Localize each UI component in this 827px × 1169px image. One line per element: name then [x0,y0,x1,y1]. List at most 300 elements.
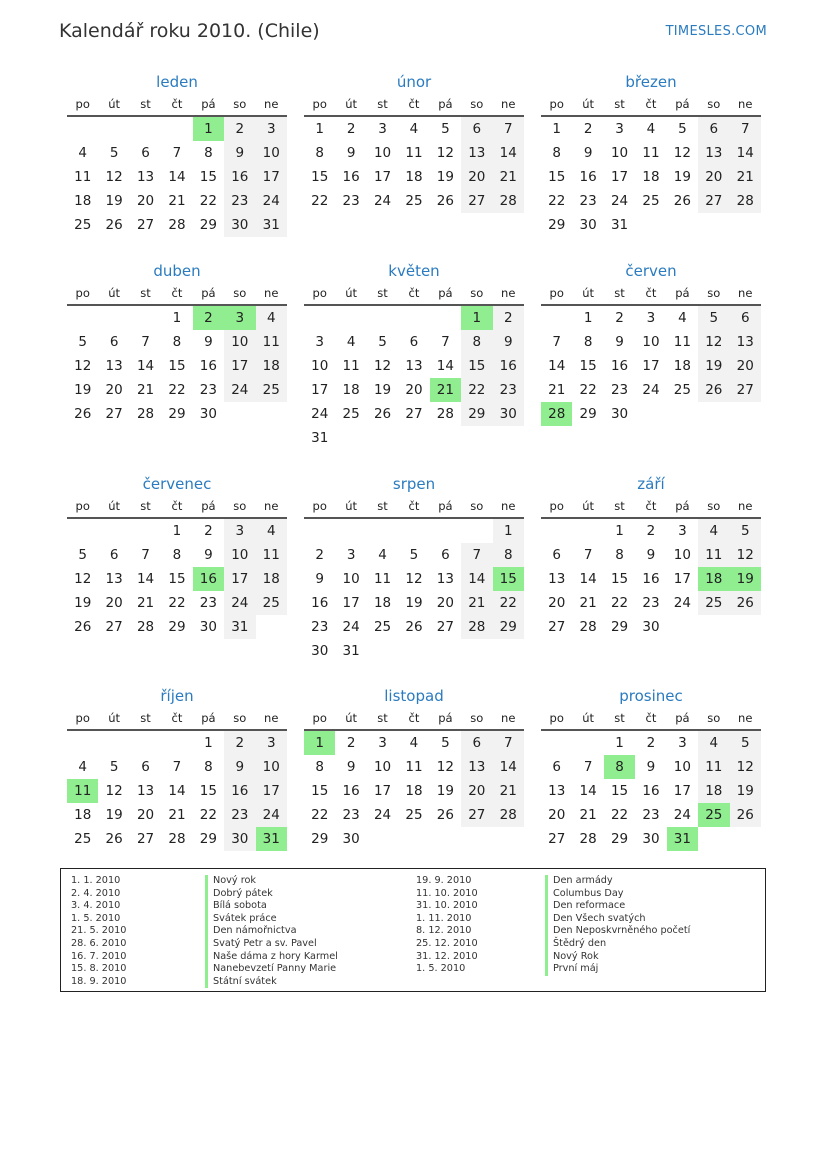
day-cell: 17 [224,354,255,378]
day-cell: 31 [610,217,629,233]
day-cell: 11 [342,358,360,374]
day-cell: 27 [461,803,492,827]
day-cell: 14 [579,571,597,587]
day-cell: 8 [172,547,182,563]
day-cell: 14 [548,358,566,374]
weekday-label: pá [201,711,216,725]
day-cell: 13 [436,571,454,587]
empty-cell [367,519,398,543]
day-cell: 4 [256,306,287,330]
weekday-label: čt [171,711,183,725]
day-cell: 17 [224,567,255,591]
month-name: únor [396,73,432,91]
day-cell: 4 [698,731,729,755]
day-cell: 14 [579,783,597,799]
day-cell: 6 [461,731,492,755]
weekday-label: ne [264,286,279,300]
day-cell: 4 [256,519,287,543]
weekday-label: ne [738,97,753,111]
day-cell: 11 [405,759,423,775]
day-cell: 7 [461,543,492,567]
day-cell: 24 [342,619,360,635]
day-cell: 10 [256,755,287,779]
day-cell: 25 [342,406,360,422]
month-name: květen [388,262,440,280]
holiday-day-cell: 28 [541,402,572,426]
weekday-label: so [470,499,484,513]
day-cell: 15 [311,169,329,185]
weekday-header [67,708,287,731]
day-cell: 28 [730,189,761,213]
day-cell: 6 [730,306,761,330]
day-cell: 11 [673,334,691,350]
day-cell: 29 [168,406,186,422]
day-cell: 25 [373,619,392,635]
day-cell: 29 [579,406,597,422]
day-cell: 30 [224,213,255,237]
month-3 [67,261,287,450]
legend-date: 1. 1. 2010 [71,875,121,886]
day-cell: 16 [342,169,360,185]
day-cell: 30 [224,827,255,851]
day-cell: 24 [673,807,691,823]
legend-holiday-name: Svátek práce [205,913,338,926]
day-cell: 20 [436,595,454,611]
day-cell: 12 [74,571,92,587]
day-cell: 21 [548,382,566,398]
day-cell: 25 [405,193,423,209]
legend-date: 1. 5. 2010 [416,963,466,975]
legend-holiday-name: První máj [545,963,690,976]
day-cell: 18 [74,193,92,209]
day-cell: 1 [583,310,593,326]
day-cell: 3 [346,547,356,563]
day-cell: 24 [373,193,392,209]
weekday-label: pá [675,499,690,513]
legend-date: 19. 9. 2010 [416,875,472,886]
day-cell: 2 [346,121,356,137]
day-cell: 14 [168,169,186,185]
day-cell: 27 [136,831,155,847]
legend-holiday-name: Den námořnictva [205,925,338,938]
weekday-label: pá [201,499,216,513]
day-cell: 23 [224,803,255,827]
day-cell: 8 [615,547,624,563]
day-cell: 9 [615,334,624,350]
day-cell: 24 [642,382,660,398]
legend-holiday-name: Columbus Day [545,888,690,901]
weekday-label: pá [675,286,690,300]
day-cell: 22 [548,193,566,209]
day-cell: 25 [405,807,423,823]
day-cell: 28 [436,406,454,422]
empty-cell [67,306,98,330]
weekday-label: ne [264,499,279,513]
weekday-label: pá [438,711,453,725]
legend-date: 15. 8. 2010 [71,963,127,975]
day-cell: 8 [172,334,182,350]
weekday-label: út [345,97,358,111]
day-cell: 28 [579,619,597,635]
day-cell: 19 [105,193,123,209]
day-cell: 6 [461,117,492,141]
holiday-legend [60,868,766,992]
day-cell: 5 [441,735,450,751]
day-cell: 8 [552,145,561,161]
day-cell: 5 [441,121,450,137]
weekday-label: čt [171,97,183,111]
day-cell: 24 [373,807,392,823]
day-cell: 5 [109,759,119,775]
day-cell: 14 [493,755,524,779]
weekday-label: ne [501,711,516,725]
page-title: Kalendář roku 2010. (Chile) [59,20,320,42]
day-cell: 29 [168,619,186,635]
day-cell: 20 [105,382,123,398]
day-cell: 25 [256,378,287,402]
holiday-day-cell: 31 [667,827,698,851]
day-cell: 26 [436,807,454,823]
weekday-header [304,283,524,306]
weekday-label: po [549,286,564,300]
day-cell: 22 [461,378,492,402]
day-cell: 20 [136,193,155,209]
legend-date: 8. 12. 2010 [416,925,472,937]
month-name: leden [156,73,198,91]
weekday-label: čt [645,286,657,300]
day-cell: 22 [610,595,629,611]
day-cell: 22 [168,595,186,611]
day-grid [67,519,287,639]
day-grid [304,519,524,663]
day-cell: 23 [199,595,217,611]
day-cell: 27 [730,378,761,402]
month-row [67,261,761,450]
month-7 [304,474,524,663]
day-cell: 18 [256,567,287,591]
day-cell: 26 [730,803,761,827]
day-cell: 30 [642,619,660,635]
empty-cell [130,731,161,755]
day-cell: 15 [199,169,217,185]
day-cell: 2 [346,735,356,751]
day-cell: 13 [461,141,492,165]
day-cell: 13 [548,571,566,587]
day-cell: 27 [136,217,155,233]
day-cell: 3 [378,121,387,137]
day-cell: 19 [74,595,92,611]
day-cell: 22 [610,807,629,823]
weekday-label: ne [501,97,516,111]
weekday-label: čt [408,499,420,513]
day-grid [541,117,761,237]
day-grid [67,731,287,851]
day-cell: 5 [78,334,87,350]
holiday-day-cell: 3 [224,306,255,330]
day-cell: 5 [109,145,119,161]
weekday-label: pá [201,97,216,111]
weekday-header [541,283,761,306]
day-cell: 6 [441,547,450,563]
empty-cell [304,306,335,330]
month-11 [541,686,761,851]
day-cell: 3 [256,731,287,755]
weekday-label: út [345,499,358,513]
day-cell: 9 [346,145,356,161]
day-cell: 2 [583,121,593,137]
holiday-day-cell: 1 [193,117,224,141]
day-grid [541,519,761,639]
day-grid [67,306,287,426]
day-grid [541,731,761,851]
empty-cell [130,519,161,543]
day-cell: 29 [548,217,566,233]
day-cell: 16 [224,779,255,803]
day-cell: 12 [730,755,761,779]
legend-date: 31. 10. 2010 [416,900,478,912]
day-cell: 3 [678,735,687,751]
day-cell: 23 [224,189,255,213]
holiday-day-cell: 21 [430,378,461,402]
month-name: říjen [160,687,194,705]
day-cell: 13 [730,330,761,354]
day-cell: 2 [204,523,213,539]
day-cell: 30 [199,406,217,422]
empty-cell [572,519,603,543]
day-cell: 14 [436,358,454,374]
day-cell: 12 [405,571,423,587]
holiday-day-cell: 15 [493,567,524,591]
weekday-label: ne [738,711,753,725]
day-cell: 7 [583,759,593,775]
month-2 [541,72,761,237]
empty-cell [335,306,366,330]
day-cell: 9 [646,759,656,775]
day-cell: 30 [579,217,597,233]
day-cell: 15 [579,358,597,374]
day-cell: 29 [610,619,629,635]
day-cell: 8 [315,145,324,161]
site-brand-link[interactable]: TIMESLES.COM [665,24,767,39]
day-cell: 10 [224,330,255,354]
day-cell: 9 [204,547,213,563]
day-cell: 6 [698,117,729,141]
day-cell: 11 [256,543,287,567]
day-cell: 30 [199,619,217,635]
day-cell: 21 [168,807,186,823]
weekday-label: út [108,97,121,111]
weekday-label: čt [645,97,657,111]
weekday-header [541,708,761,731]
day-cell: 21 [579,595,597,611]
day-cell: 28 [168,831,186,847]
day-cell: 1 [615,523,624,539]
legend-date: 2. 4. 2010 [71,887,121,899]
weekday-label: út [108,711,121,725]
weekday-label: út [345,286,358,300]
legend-holiday-name: Bílá sobota [205,900,338,913]
day-cell: 12 [74,358,92,374]
day-cell: 5 [678,121,687,137]
empty-cell [572,731,603,755]
day-cell: 11 [698,543,729,567]
weekday-header [304,708,524,731]
weekday-label: po [75,711,90,725]
weekday-label: so [233,286,247,300]
legend-date: 3. 4. 2010 [71,900,121,912]
empty-cell [98,306,129,330]
day-cell: 24 [256,189,287,213]
weekday-label: ne [501,286,516,300]
weekday-label: st [614,286,625,300]
day-cell: 29 [461,402,492,426]
day-cell: 27 [548,831,566,847]
day-cell: 11 [642,145,660,161]
month-row [67,474,761,663]
day-cell: 28 [136,619,155,635]
day-cell: 6 [552,547,561,563]
day-cell: 20 [461,779,492,803]
day-cell: 26 [673,193,691,209]
month-row [67,686,761,851]
day-cell: 22 [311,807,329,823]
day-cell: 30 [493,402,524,426]
month-6 [67,474,287,663]
weekday-label: út [582,711,595,725]
day-cell: 4 [78,145,87,161]
day-cell: 15 [548,169,566,185]
day-cell: 21 [493,779,524,803]
day-cell: 20 [405,382,423,398]
day-cell: 15 [610,571,629,587]
day-cell: 19 [105,807,123,823]
day-cell: 18 [373,595,392,611]
day-cell: 17 [311,382,329,398]
day-cell: 25 [256,591,287,615]
day-cell: 11 [405,145,423,161]
day-cell: 12 [673,145,691,161]
empty-cell [98,117,129,141]
day-cell: 3 [646,310,656,326]
weekday-header [541,94,761,117]
day-cell: 8 [493,543,524,567]
weekday-label: út [582,499,595,513]
day-cell: 5 [698,306,729,330]
day-cell: 7 [583,547,593,563]
month-name: červen [625,262,677,280]
day-cell: 2 [224,731,255,755]
legend-holiday-name: Štědrý den [545,938,690,951]
weekday-label: so [707,499,721,513]
empty-cell [430,519,461,543]
day-grid [541,306,761,426]
day-cell: 3 [378,735,387,751]
day-cell: 4 [409,735,419,751]
weekday-label: so [233,499,247,513]
day-cell: 10 [673,759,691,775]
day-cell: 4 [698,519,729,543]
weekday-label: st [377,286,388,300]
day-cell: 20 [136,807,155,823]
weekday-label: po [312,499,327,513]
day-cell: 15 [168,571,186,587]
day-cell: 27 [105,406,123,422]
weekday-label: pá [201,286,216,300]
day-cell: 2 [615,310,624,326]
day-cell: 28 [579,831,597,847]
day-cell: 11 [698,755,729,779]
day-cell: 16 [311,595,329,611]
weekday-label: út [582,97,595,111]
day-cell: 1 [172,310,182,326]
day-cell: 1 [552,121,561,137]
day-cell: 30 [311,643,329,659]
weekday-label: st [140,97,151,111]
empty-cell [541,731,572,755]
day-cell: 18 [698,779,729,803]
day-cell: 15 [461,354,492,378]
legend-holiday-name: Den Všech svatých [545,913,690,926]
legend-date: 16. 7. 2010 [71,950,127,962]
legend-date: 21. 5. 2010 [71,925,127,937]
weekday-header [67,283,287,306]
holiday-day-cell: 25 [698,803,729,827]
day-cell: 7 [172,145,182,161]
weekday-label: čt [171,286,183,300]
empty-cell [398,306,429,330]
day-cell: 15 [199,783,217,799]
day-cell: 24 [673,595,691,611]
weekday-label: st [140,286,151,300]
legend-date: 28. 6. 2010 [71,937,127,949]
day-cell: 13 [461,755,492,779]
day-cell: 17 [373,783,392,799]
day-cell: 4 [678,310,687,326]
day-cell: 26 [405,619,423,635]
day-cell: 26 [74,619,92,635]
month-8 [541,474,761,663]
day-cell: 14 [493,141,524,165]
legend-holiday-name: Den Neposkvrněného početí [545,925,690,938]
day-cell: 14 [136,358,155,374]
empty-cell [130,117,161,141]
day-cell: 7 [493,731,524,755]
weekday-header [541,496,761,519]
weekday-label: čt [408,286,420,300]
day-cell: 13 [105,571,123,587]
day-cell: 4 [346,334,356,350]
weekday-label: so [707,286,721,300]
day-cell: 25 [673,382,691,398]
day-cell: 21 [493,165,524,189]
weekday-label: ne [264,97,279,111]
day-cell: 28 [461,615,492,639]
day-cell: 23 [642,595,660,611]
empty-cell [367,306,398,330]
empty-cell [541,519,572,543]
day-cell: 7 [493,117,524,141]
day-cell: 18 [256,354,287,378]
day-cell: 28 [493,803,524,827]
day-cell: 24 [224,378,255,402]
weekday-header [67,94,287,117]
legend-names-2 [545,875,690,976]
weekday-label: po [549,711,564,725]
weekday-label: st [377,711,388,725]
day-cell: 18 [405,783,423,799]
day-cell: 29 [199,217,217,233]
day-grid [304,306,524,450]
